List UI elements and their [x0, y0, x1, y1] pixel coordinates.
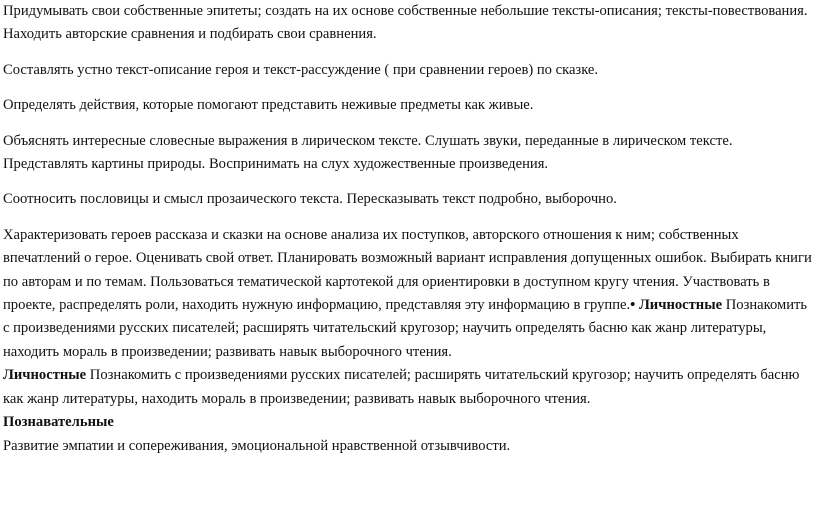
paragraph-hero-description: Составлять устно текст-описание героя и текст-рассуждение ( при сравнении героев) по сказке.: [3, 61, 599, 78]
paragraph-lyric-text: Объяснять интересные словесные выражения в лирическом тексте. Слушать звуки, переданные в лирическом тексте. Представлять картины природы. Воспринимать на слух художественные произведения.: [3, 132, 733, 173]
personal-text: Познакомить с произведениями русских писателей; расширять читательский кругозор; научить определять басню как жанр литературы, находить мораль в произведении; развивать навык выборочного чтения.: [3, 367, 800, 407]
paragraph-personal: [3, 364, 813, 411]
paragraph-proverbs: Соотносить пословицы и смысл прозаического текста. Пересказывать текст подробно, выборочно.: [3, 191, 617, 208]
personal-heading-inline: Личностные: [638, 297, 723, 314]
cognitive-heading: Познавательные: [3, 414, 114, 431]
paragraph-characterize-heroes: [3, 224, 813, 364]
personal-heading: Личностные: [3, 367, 87, 384]
paragraph-characterize-text: Характеризовать героев рассказа и сказки на основе анализа их поступков, авторского отношения к ним; собственных впечатлений о герое. Оценивать свой ответ. Планировать возможный вариант исправления допущенных ошибок. Выбирать книги по авторам и по темам. Пользоваться тематической картотекой для ориентировки в доступном кругу чтения. Участвовать в проекте, распределять роли, находить нужную информацию, представляя эту информацию в группе.: [3, 226, 812, 314]
paragraph-epithets: Придумывать свои собственные эпитеты; создать на их основе собственные небольшие тексты-описания; тексты-повествования. Находить авторские сравнения и подбирать свои сравнения.: [3, 3, 808, 43]
paragraph-empathy: Развитие эмпатии и сопереживания, эмоциональной нравственной отзывчивости.: [3, 437, 511, 454]
bullet-icon: •: [630, 297, 636, 314]
paragraph-actions: Определять действия, которые помогают представить неживые предметы как живые.: [3, 97, 534, 114]
personal-text-inline: Познакомить с произведениями русских писателей; расширять читательский кругозор; научить определять басню как жанр литературы, находить мораль в произведении; развивать навык выборочного чтения.: [3, 297, 808, 360]
